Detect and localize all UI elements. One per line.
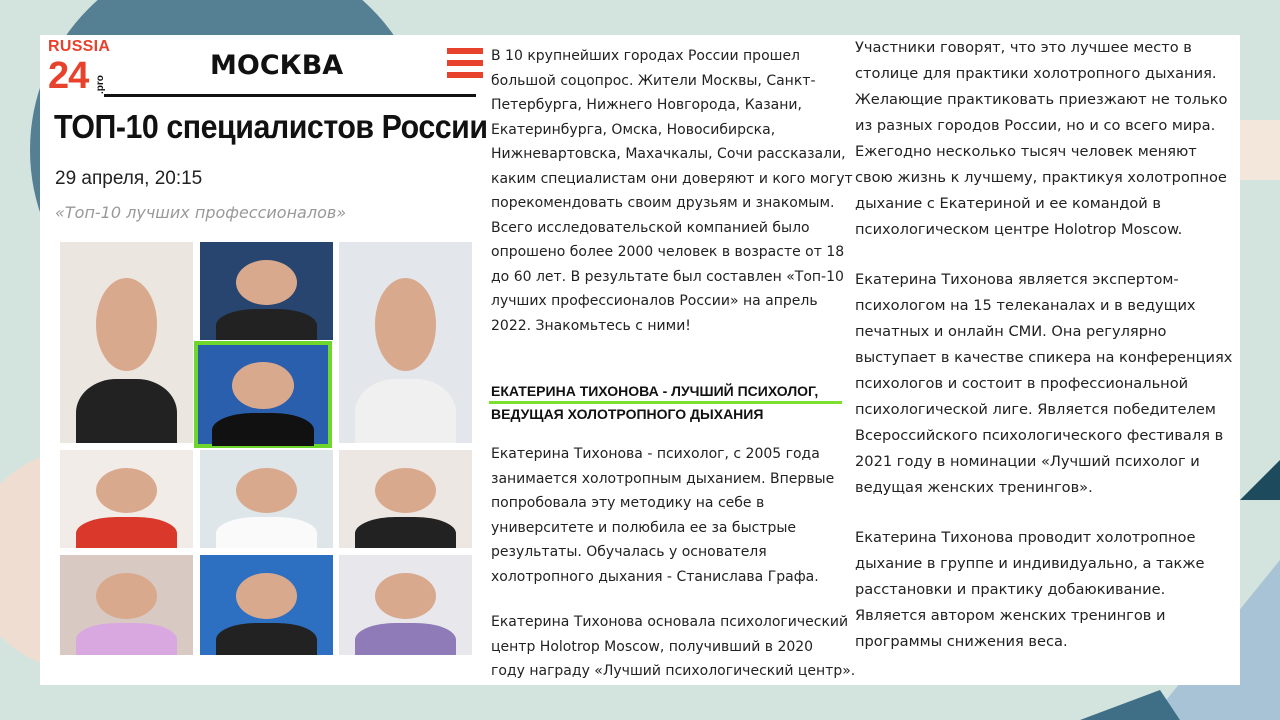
figure-head bbox=[375, 573, 436, 619]
text-line: из разных городов России, но и со всего мира. bbox=[855, 117, 1216, 134]
intro-text bbox=[491, 44, 853, 362]
text-line: психологическом центре Holotrop Moscow. bbox=[855, 221, 1183, 238]
logo-suffix: .pro bbox=[95, 75, 106, 94]
text-line: Является автором женских тренингов и bbox=[855, 607, 1166, 624]
text-line: лучших профессионалов России» на апрель bbox=[491, 293, 818, 309]
text-line: Всероссийского психологического фестиваля в bbox=[855, 427, 1224, 444]
text-line: печатных и онлайн СМИ. Она регулярно bbox=[855, 323, 1167, 340]
text-line: психологической лиге. Является победителем bbox=[855, 401, 1216, 418]
text-line: Екатерина Тихонова проводит холотропное bbox=[855, 529, 1196, 546]
text-line: холотропного дыхания - Станислава Графа. bbox=[491, 568, 819, 585]
text-line: университете и полюбила ее за быстрые bbox=[491, 519, 797, 536]
figure-head bbox=[96, 468, 157, 513]
specialist-photo[interactable] bbox=[200, 555, 333, 655]
text-line: порекомендовать своим друзьям и знакомым. bbox=[491, 195, 835, 211]
figure-head bbox=[96, 278, 157, 370]
text-line: столице для практики холотропного дыхания. bbox=[855, 65, 1217, 82]
text-line: Всего исследовательской компанией было bbox=[491, 219, 810, 236]
text-line: Желающие практиковать приезжают не только bbox=[855, 91, 1228, 108]
text-line: Екатеринбурга, Омска, Новосибирска, bbox=[491, 121, 776, 138]
text-line: психологом на 15 телеканалах и в ведущих bbox=[855, 297, 1196, 314]
text-line: Екатерина Тихонова является экспертом- bbox=[855, 271, 1179, 288]
text-line: 2021 году в номинации «Лучший психолог и bbox=[855, 453, 1200, 470]
column2-body bbox=[855, 35, 1232, 679]
figure-body bbox=[216, 517, 317, 548]
figure-body bbox=[76, 517, 177, 548]
figure-body bbox=[212, 413, 314, 446]
specialist-photo[interactable] bbox=[200, 450, 333, 548]
text-line: Нижневартовска, Махачкалы, Сочи рассказали, bbox=[491, 146, 846, 162]
figure-head bbox=[96, 573, 157, 619]
specialist-photo[interactable] bbox=[339, 555, 472, 655]
figure-head bbox=[236, 468, 297, 513]
specialist-photo[interactable] bbox=[196, 343, 330, 446]
text-line: В 10 крупнейших городах России прошел bbox=[491, 48, 801, 64]
text-line: ВЕДУЩАЯ ХОЛОТРОПНОГО ДЫХАНИЯ bbox=[491, 406, 764, 422]
menu-icon[interactable] bbox=[447, 48, 483, 84]
figure-body bbox=[76, 623, 177, 655]
text-line: Ежегодно несколько тысяч человек меняют bbox=[855, 143, 1197, 160]
heading-underline bbox=[489, 401, 842, 404]
page-title: ТОП-10 специалистов России bbox=[54, 108, 488, 145]
text-line: ведущая женских тренингов». bbox=[855, 479, 1093, 496]
text-line: результаты. Обучалась у основателя bbox=[491, 544, 767, 560]
text-line: психологов и состоит в профессиональной bbox=[855, 375, 1189, 392]
text-line: центр Holotrop Moscow, получивший в 2020 bbox=[491, 638, 814, 655]
text-line: опрошено более 2000 человек в возрасте от 18 bbox=[491, 244, 845, 260]
text-line: 2022. Знакомьтесь с ними! bbox=[491, 317, 691, 334]
specialist-photo[interactable] bbox=[60, 242, 193, 443]
text-line: Участники говорят, что это лучшее место в bbox=[855, 39, 1192, 56]
figure-body bbox=[355, 379, 456, 443]
figure-body bbox=[76, 379, 177, 443]
figure-body bbox=[216, 623, 317, 655]
text-line: Петербурга, Нижнего Новгорода, Казани, bbox=[491, 97, 802, 113]
figure-body bbox=[216, 309, 317, 340]
specialist-photo[interactable] bbox=[200, 242, 333, 340]
text-line: дыхание с Екатериной и ее командой в bbox=[855, 195, 1161, 212]
specialist-photo[interactable] bbox=[60, 450, 193, 548]
text-line: ЕКАТЕРИНА ТИХОНОВА - ЛУЧШИЙ ПСИХОЛОГ, bbox=[491, 383, 819, 399]
text-line: занимается холотропным дыханием. Впервые bbox=[491, 470, 835, 487]
figure-head bbox=[236, 573, 297, 619]
text-line: выступает в качестве спикера на конференциях bbox=[855, 349, 1233, 366]
specialist-photo[interactable] bbox=[339, 242, 472, 443]
publish-date: 29 апреля, 20:15 bbox=[55, 168, 203, 189]
specialist-photo[interactable] bbox=[60, 555, 193, 655]
divider bbox=[104, 94, 476, 97]
text-line: программы снижения веса. bbox=[855, 633, 1068, 650]
figure-body bbox=[355, 623, 456, 655]
text-line: году награду «Лучший психологический центр». bbox=[491, 663, 856, 679]
logo-text: RUSSIA bbox=[48, 38, 111, 55]
text-line: каким специалистам они доверяют и кого могут bbox=[491, 170, 853, 187]
figure-head bbox=[375, 468, 436, 513]
figure-body bbox=[355, 517, 456, 548]
column1-body bbox=[491, 442, 855, 708]
city-heading: МОСКВА bbox=[210, 50, 344, 81]
text-line: до 60 лет. В результате был составлен «Топ-10 bbox=[491, 268, 844, 285]
russia24-logo[interactable] bbox=[48, 38, 110, 98]
text-line: дыхание в группе и индивидуально, а также bbox=[855, 555, 1205, 572]
text-line: свою жизнь к лучшему, практикуя холотропное bbox=[855, 169, 1227, 186]
subtitle: «Топ-10 лучших профессионалов» bbox=[55, 203, 347, 222]
text-line: попробовала эту методику на себе в bbox=[491, 495, 765, 511]
figure-head bbox=[375, 278, 436, 370]
figure-head bbox=[236, 260, 297, 305]
text-line: Екатерина Тихонова - психолог, с 2005 года bbox=[491, 446, 820, 462]
figure-head bbox=[232, 362, 294, 409]
text-line: Екатерина Тихонова основала психологический bbox=[491, 614, 849, 630]
specialist-photo[interactable] bbox=[339, 450, 472, 548]
text-line: большой соцопрос. Жители Москвы, Санкт- bbox=[491, 72, 816, 89]
text-line: расстановки и практику добаюкивание. bbox=[855, 581, 1166, 598]
logo-number: 24 bbox=[48, 55, 89, 97]
